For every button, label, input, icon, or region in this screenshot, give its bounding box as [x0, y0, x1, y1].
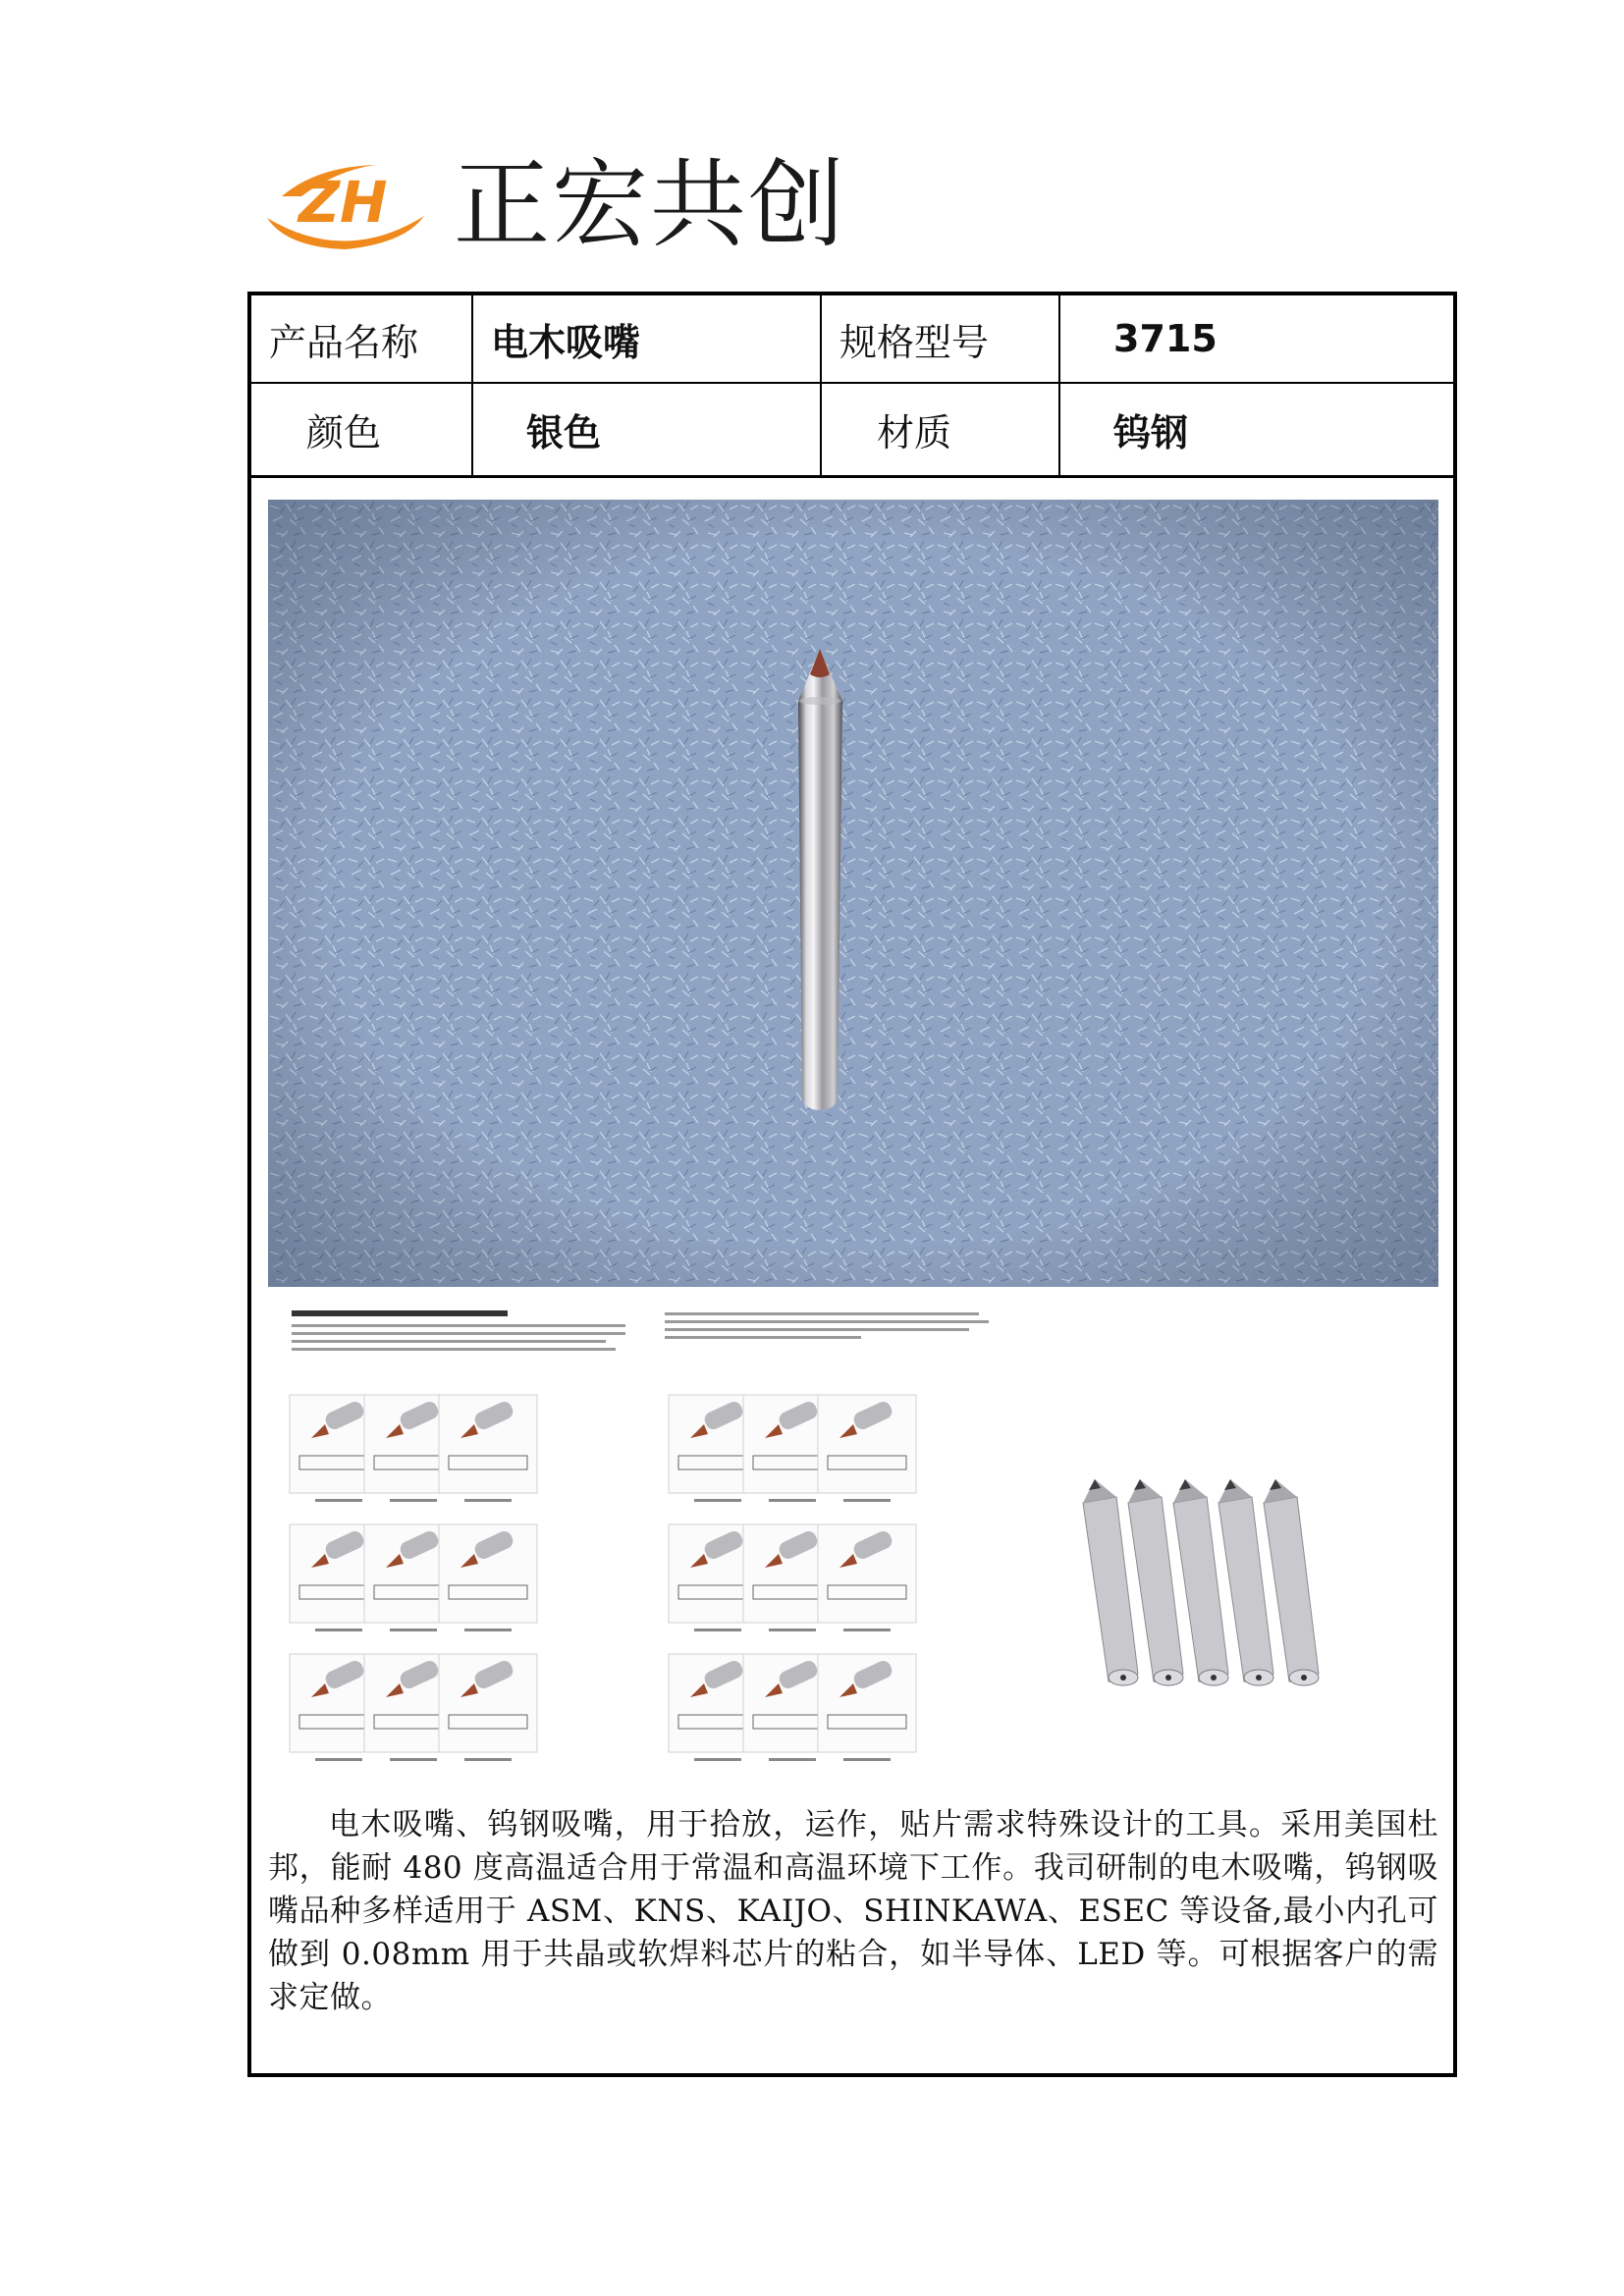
- catalog-thumbnail: [439, 1654, 537, 1761]
- product-name-label: 产品名称: [251, 295, 472, 383]
- material-label: 材质: [821, 383, 1059, 477]
- zh-logo-icon: [257, 157, 434, 255]
- model-label: 规格型号: [821, 295, 1059, 383]
- spec-row-1: [251, 295, 1453, 383]
- material-value: 钨钢: [1059, 383, 1453, 477]
- product-photo: [268, 500, 1438, 1287]
- spec-row-2: [251, 383, 1453, 477]
- spec-sheet: [247, 292, 1457, 2077]
- product-name-value: 电木吸嘴: [472, 295, 821, 383]
- group-photo: [1044, 1454, 1417, 1709]
- spec-table: [251, 295, 1453, 478]
- color-label: 颜色: [251, 383, 472, 477]
- catalog-thumbnail: [439, 1395, 537, 1502]
- catalog-thumbnail: [818, 1524, 916, 1631]
- catalog-thumbnail: [818, 1654, 916, 1761]
- model-value: 3715: [1059, 295, 1453, 383]
- product-figures: [268, 1297, 1438, 1788]
- brand-name: 正宏共创: [454, 149, 847, 261]
- product-description: 电木吸嘴、钨钢吸嘴，用于拾放，运作，贴片需求特殊设计的工具。采用美国杜邦，能耐 480 度高温适合用于常温和高温环境下工作。我司研制的电木吸嘴，钨钢吸嘴品种多样适用于 ASM、KNS、KAIJO、SHINKAWA、ESEC 等设备,最小内孔可做到 0.08mm 用于共晶或软焊料芯片的粘合，如半导体、LED 等。可根据客户的需求定做。: [268, 1807, 1438, 2015]
- logo-mark-text: ZH: [298, 169, 388, 236]
- nozzle-drawing: [798, 649, 842, 1110]
- catalog-thumbnail: [818, 1395, 916, 1502]
- color-value: 银色: [472, 383, 821, 477]
- catalog-thumbnail: [439, 1524, 537, 1631]
